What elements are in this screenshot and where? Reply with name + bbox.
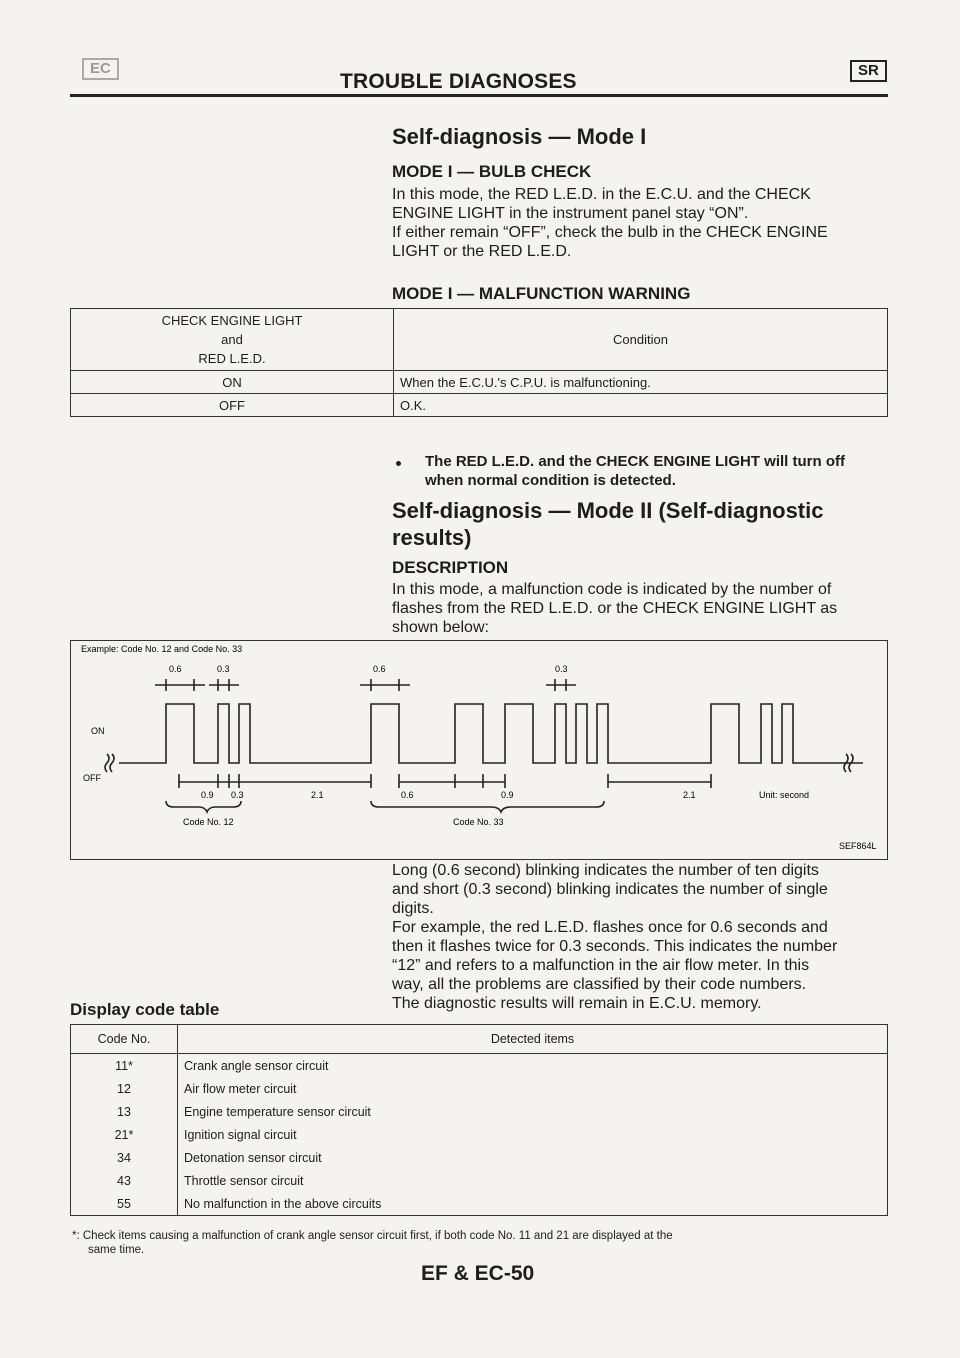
- time-label: 0.6: [169, 664, 182, 674]
- waveform: [119, 704, 863, 763]
- description-heading: DESCRIPTION: [392, 558, 509, 577]
- time-label: 0.6: [373, 664, 386, 674]
- condition-cell: When the E.C.U.'s C.P.U. is malfunctioning.: [394, 371, 888, 394]
- code-cell: 43: [71, 1169, 178, 1192]
- bullet-note: The RED L.E.D. and the CHECK ENGINE LIGHT will turn off when normal condition is detected.: [425, 453, 845, 489]
- header-rule: [70, 94, 888, 97]
- bullet-dot: [396, 461, 401, 466]
- warning-table: [70, 308, 888, 417]
- on-label: ON: [91, 726, 105, 736]
- figure-example-label: Example: Code No. 12 and Code No. 33: [81, 644, 243, 654]
- item-cell: Air flow meter circuit: [178, 1077, 888, 1100]
- section2-title: Self-diagnosis — Mode II (Self-diagnostic results): [392, 498, 824, 550]
- time-label: 0.3: [231, 790, 244, 800]
- bulb-check-text: In this mode, the RED L.E.D. in the E.C.U. and the CHECK ENGINE LIGHT in the instrument panel stay “ON”. If either remain “OFF”, check the bulb in the CHECK ENGINE LIGHT or the RED L.E.D.: [392, 186, 828, 260]
- code-cell: 12: [71, 1077, 178, 1100]
- item-cell: Detonation sensor circuit: [178, 1146, 888, 1169]
- item-cell: Crank angle sensor circuit: [178, 1054, 888, 1078]
- description-text: In this mode, a malfunction code is indicated by the number of flashes from the RED L.E.D. or the CHECK ENGINE LIGHT as shown below:: [392, 581, 838, 636]
- malfunction-warning-heading: MODE I — MALFUNCTION WARNING: [392, 284, 691, 303]
- time-label: 0.6: [401, 790, 414, 800]
- item-cell: Throttle sensor circuit: [178, 1169, 888, 1192]
- state-cell: ON: [71, 371, 394, 394]
- time-label: 0.9: [201, 790, 214, 800]
- table-row: [71, 1169, 888, 1192]
- bulb-check-heading: MODE I — BULB CHECK: [392, 162, 592, 181]
- time-label: 0.3: [217, 664, 230, 674]
- display-code-table: [70, 1024, 888, 1216]
- table-row: [71, 1192, 888, 1216]
- table-row: [71, 1123, 888, 1146]
- condition-cell: O.K.: [394, 394, 888, 417]
- state-cell: OFF: [71, 394, 394, 417]
- item-cell: Ignition signal circuit: [178, 1123, 888, 1146]
- time-label: 2.1: [311, 790, 324, 800]
- table-row: [71, 1146, 888, 1169]
- table-header-row: [71, 1025, 888, 1054]
- unit-label: Unit: second: [759, 790, 810, 800]
- display-table-heading: Display code table: [70, 1000, 220, 1019]
- page-title: TROUBLE DIAGNOSES: [340, 70, 577, 93]
- page-number: EF & EC-50: [421, 1262, 535, 1285]
- section-tab-left: EC: [82, 58, 119, 80]
- off-label: OFF: [83, 773, 101, 783]
- figure-ref: SEF864L: [839, 841, 877, 851]
- flash-timing-figure: [70, 640, 888, 860]
- section-tab-right: SR: [850, 60, 887, 82]
- item-cell: Engine temperature sensor circuit: [178, 1100, 888, 1123]
- code-cell: 21*: [71, 1123, 178, 1146]
- header-condition: Condition: [394, 309, 888, 371]
- code-cell: 55: [71, 1192, 178, 1216]
- item-cell: No malfunction in the above circuits: [178, 1192, 888, 1216]
- table-row: [71, 394, 888, 417]
- table-header-row: [71, 309, 888, 371]
- header-light-led: CHECK ENGINE LIGHT and RED L.E.D.: [71, 309, 394, 371]
- time-label: 0.9: [501, 790, 514, 800]
- header-items: Detected items: [178, 1025, 888, 1054]
- table-row: [71, 1077, 888, 1100]
- code12-label: Code No. 12: [183, 817, 234, 827]
- table-row: [71, 1054, 888, 1078]
- table-row: [71, 1100, 888, 1123]
- code33-label: Code No. 33: [453, 817, 504, 827]
- section1-title: Self-diagnosis — Mode I: [392, 124, 647, 149]
- time-label: 2.1: [683, 790, 696, 800]
- table-row: [71, 371, 888, 394]
- header-code: Code No.: [71, 1025, 178, 1054]
- code-cell: 34: [71, 1146, 178, 1169]
- code-cell: 11*: [71, 1054, 178, 1078]
- code-cell: 13: [71, 1100, 178, 1123]
- explanation-text: Long (0.6 second) blinking indicates the number of ten digits and short (0.3 second) blinking indicates the number of single digits. For example, the red L.E.D. flashes once for 0.6 seconds and then it flashes twice for 0.3 seconds. This indicates the number “12” and refers to a malfunction in the air flow meter. In this way, all the problems are classified by their code numbers. The diagnostic results will remain in E.C.U. memory.: [392, 862, 838, 1012]
- flash-timing-diagram: [71, 641, 887, 859]
- time-label: 0.3: [555, 664, 568, 674]
- table-footnote: *: Check items causing a malfunction of crank angle sensor circuit first, if both code No. 11 and 21 are displayed at the same time.: [72, 1230, 673, 1256]
